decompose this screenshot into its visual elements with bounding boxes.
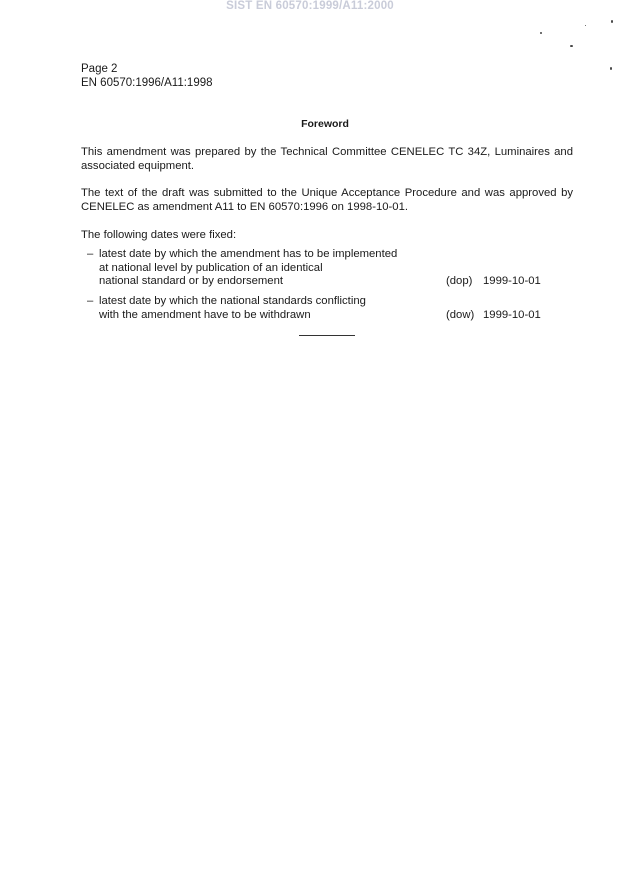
list-dash: – (87, 248, 94, 260)
date-code: (dop) (446, 275, 473, 287)
paragraph-prepared-by: This amendment was prepared by the Technical Committee CENELEC TC 34Z, Luminaires and associated equipment. (81, 146, 573, 172)
date-value: 1999-10-01 (483, 275, 541, 287)
page-header (81, 62, 213, 90)
scan-speck (610, 67, 612, 70)
paragraph-approval: The text of the draft was submitted to the Unique Acceptance Procedure and was approved by CENELEC as amendment A11 to EN 60570:1996 on 1998-10-01. (81, 187, 573, 213)
end-rule (299, 335, 355, 336)
date-item-text-line: latest date by which the national standards conflicting (99, 295, 366, 307)
watermark: SIST EN 60570:1999/A11:2000 (226, 0, 394, 12)
list-dash: – (87, 295, 94, 307)
date-item-dow (87, 295, 557, 322)
document-reference: EN 60570:1996/A11:1998 (81, 77, 213, 89)
scan-speck (585, 25, 586, 26)
scan-speck (611, 20, 613, 23)
date-item-text-line: with the amendment have to be withdrawn (99, 308, 311, 321)
paragraph-dates-intro: The following dates were fixed: (81, 229, 237, 241)
scan-speck (570, 45, 573, 47)
date-item-text-line: national standard or by endorsement (99, 275, 284, 287)
date-item-dop (87, 248, 557, 289)
page-number: Page 2 (81, 63, 118, 75)
scan-speck (540, 32, 542, 34)
section-title: Foreword (301, 118, 349, 130)
date-item-text-line: at national level by publication of an identical (99, 261, 323, 274)
date-value: 1999-10-01 (483, 308, 541, 321)
date-code: (dow) (446, 308, 475, 321)
date-item-text-line: latest date by which the amendment has to be implemented (99, 248, 398, 260)
